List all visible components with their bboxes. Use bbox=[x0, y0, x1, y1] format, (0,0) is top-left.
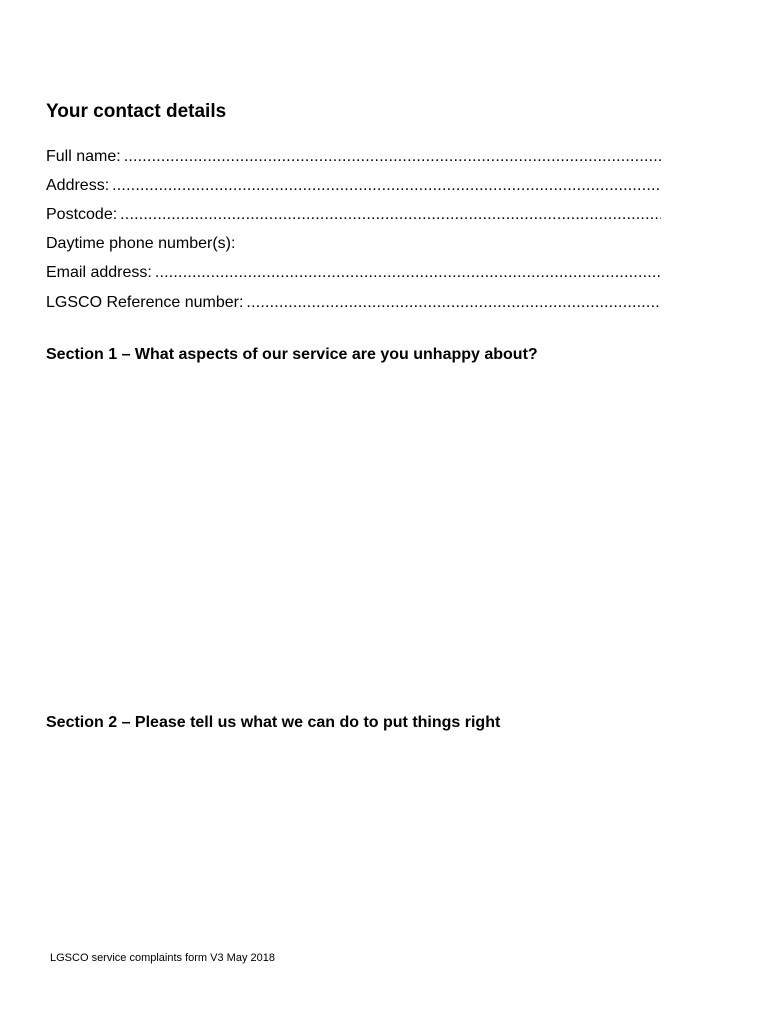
email-dotted-line[interactable] bbox=[155, 263, 661, 283]
full-name-dotted-line[interactable] bbox=[124, 147, 661, 167]
address-dotted-line[interactable] bbox=[112, 176, 661, 196]
reference-field[interactable] bbox=[46, 293, 661, 313]
address-label: Address: bbox=[46, 177, 110, 194]
form-version-footer: LGSCO service complaints form V3 May 2018 bbox=[50, 952, 275, 964]
section-2-title: Section 2 – Please tell us what we can do to put things right bbox=[46, 714, 501, 731]
reference-dotted-line[interactable] bbox=[246, 293, 661, 313]
postcode-field[interactable] bbox=[46, 205, 661, 225]
daytime-phone-field[interactable] bbox=[46, 234, 661, 254]
section-1-title: Section 1 – What aspects of our service are you unhappy about? bbox=[46, 346, 538, 363]
section-1-answer-area[interactable] bbox=[46, 375, 726, 705]
contact-details-heading: Your contact details bbox=[46, 101, 227, 122]
section-2-answer-area[interactable] bbox=[46, 743, 726, 943]
email-label: Email address: bbox=[46, 264, 152, 281]
postcode-dotted-line[interactable] bbox=[120, 205, 661, 225]
postcode-label: Postcode: bbox=[46, 206, 118, 223]
email-field[interactable] bbox=[46, 263, 661, 283]
full-name-label: Full name: bbox=[46, 148, 121, 165]
daytime-phone-label: Daytime phone number(s): bbox=[46, 235, 236, 252]
reference-label: LGSCO Reference number: bbox=[46, 294, 244, 311]
full-name-field[interactable] bbox=[46, 147, 661, 167]
address-field[interactable] bbox=[46, 176, 661, 196]
